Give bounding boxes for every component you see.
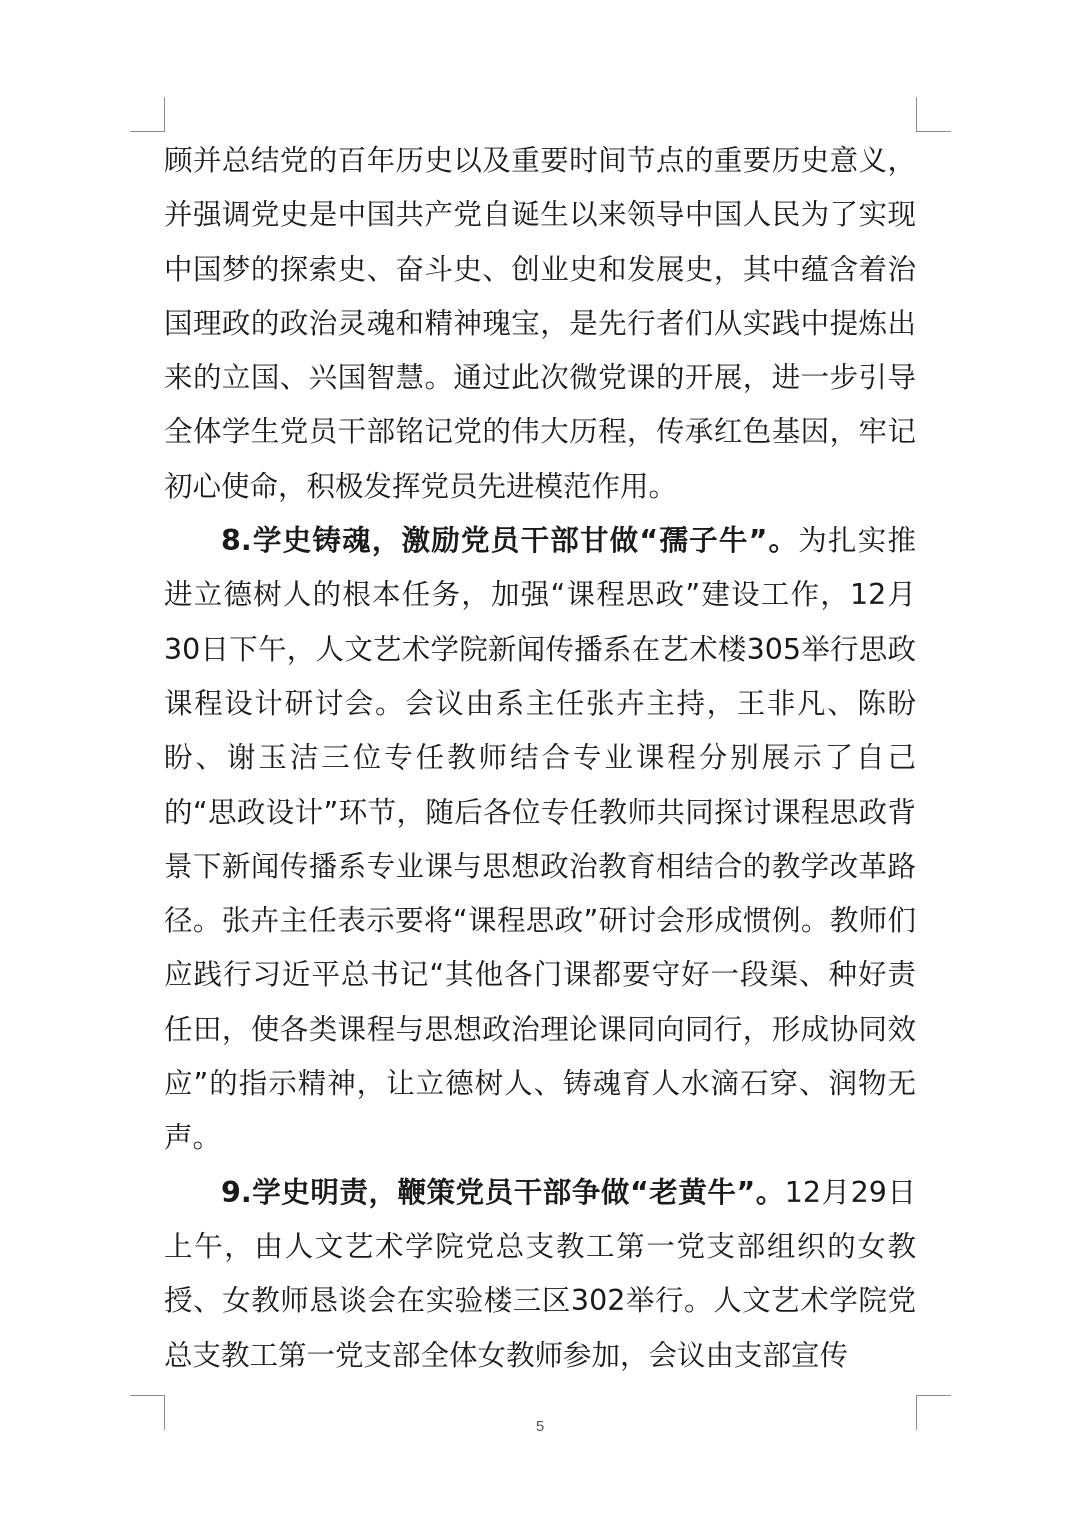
paragraph-text: 12月29日上午，由人文艺术学院党总支教工第一党支部组织的女教授、女教师恳谈会在实验楼三区302举行。人文艺术学院党总支教工第一党支部全体女教师参加，会议由支部宣传 (164, 1175, 917, 1372)
crop-mark-top-left (130, 97, 165, 132)
paragraph-text: 为扎实推进立德树人的根本任务，加强“课程思政”建设工作，12月30日下午，人文艺术学院新闻传播系在艺术楼305举行思政课程设计研讨会。会议由系主任张卉主持，王非凡、陈盼盼、谢玉洁三位专任教师结合专业课程分别展示了自己的“思政设计”环节，随后各位专任教师共同探讨课程思政背景下新闻传播系专业课与思想政治教育相结合的教学改革路径。张卉主任表示要将“课程思政”研讨会形成惯例。教师们应践行习近平总书记“其他各门课都要守好一段渠、种好责任田，使各类课程与思想政治理论课同向同行，形成协同效应”的指示精神，让立德树人、铸魂育人水滴石穿、润物无声。 (164, 524, 916, 1155)
paragraph-item-9 (164, 1166, 916, 1383)
crop-mark-top-right (916, 97, 951, 132)
paragraph-text: 顾并总结党的百年历史以及重要时间节点的重要历史意义，并强调党史是中国共产党自诞生以来领导中国人民为了实现中国梦的探索史、奋斗史、创业史和发展史，其中蕴含着治国理政的政治灵魂和精神瑰宝，是先行者们从实践中提炼出来的立国、兴国智慧。通过此次微党课的开展，进一步引导全体学生党员干部铭记党的伟大历程，传承红色基因，牢记初心使命，积极发挥党员先进模范作用。 (164, 144, 916, 503)
paragraph-item-8 (164, 514, 916, 1166)
page-number: 5 (535, 1418, 545, 1435)
paragraph-lead: 8.学史铸魂，激励党员干部甘做“孺子牛”。 (221, 524, 799, 558)
paragraph-lead: 9.学史明责，鞭策党员干部争做“老黄牛”。 (221, 1175, 785, 1209)
paragraph-continuation (164, 134, 916, 514)
body-text (164, 134, 916, 1383)
